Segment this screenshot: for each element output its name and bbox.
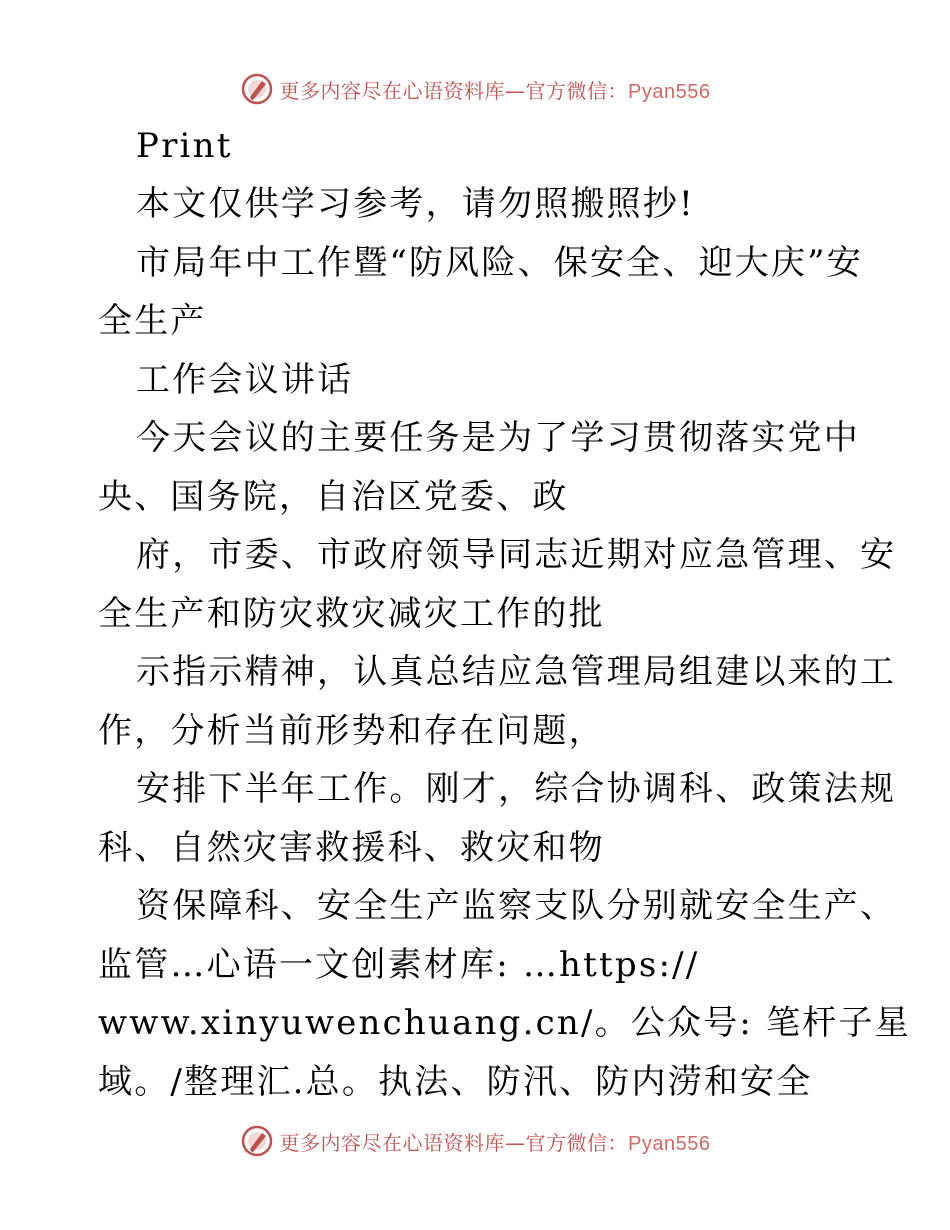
text-line: 本文仅供学习参考，请勿照搬照抄!: [136, 184, 695, 224]
text-line: Print: [136, 126, 233, 166]
text-line: 示指示精神，认真总结应急管理局组建以来的工: [136, 652, 897, 692]
text-line: 市局年中工作暨“防风险、保安全、迎大庆”安: [136, 243, 863, 283]
pen-logo-icon: [240, 72, 274, 106]
watermark-text: 更多内容尽在心语资料库—官方微信：Pyan556: [279, 78, 711, 103]
text-line: 工作会议讲话: [136, 360, 354, 400]
text-line: www.xinyuwenchuang.cn/。公众号: 笔杆子星: [98, 1003, 911, 1043]
text-line: 科、自然灾害救援科、救灾和物: [98, 828, 605, 868]
text-line: 全生产和防灾救灾减灾工作的批: [98, 594, 605, 634]
text-line: 安排下半年工作。刚才，综合协调科、政策法规: [136, 769, 897, 809]
text-line: 央、国务院，自治区党委、政: [98, 477, 569, 517]
text-line: 作，分析当前形势和存在问题，: [98, 711, 605, 751]
text-line: 今天会议的主要任务是为了学习贯彻落实党中: [136, 418, 860, 458]
watermark-text: 更多内容尽在心语资料库—官方微信：Pyan556: [279, 1130, 711, 1155]
text-line: 资保障科、安全生产监察支队分别就安全生产、: [136, 886, 897, 926]
text-line: 全生产: [98, 301, 207, 341]
text-line: 府，市委、市政府领导同志近期对应急管理、安: [136, 535, 897, 575]
text-line: 监管…心语一文创素材库: …https://: [98, 945, 700, 985]
footer-watermark: [0, 1124, 950, 1158]
text-line: 域。/整理汇.总。执法、防汛、防内涝和安全: [98, 1062, 813, 1102]
header-watermark: [0, 72, 950, 106]
pen-logo-icon: [240, 1124, 274, 1158]
